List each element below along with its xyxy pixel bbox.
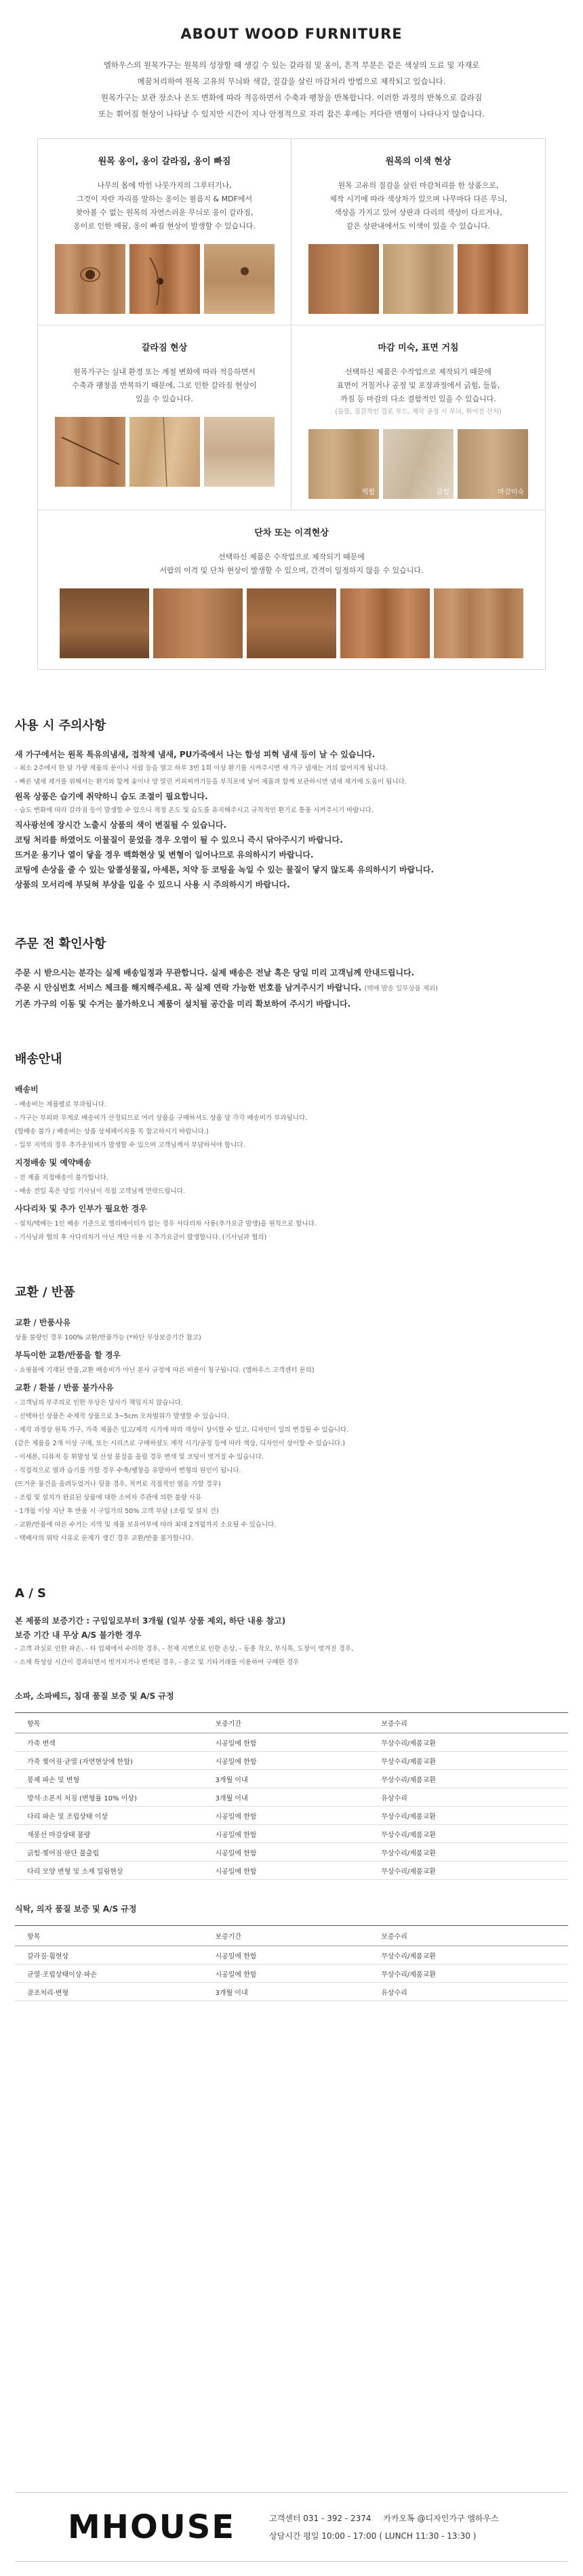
as-line: - 소재 특성상 시간이 경과되면서 벗겨지거나 변색된 경우, - 중고 및 기타거래를 이용하여 구매한 경우: [15, 1659, 300, 1666]
delivery-subhead: 사다리차 및 추가 인부가 필요한 경우: [15, 1204, 147, 1213]
card-title: 갈라짐 현상: [141, 343, 188, 353]
as-line: 보증 기간 내 무상 A/S 불가한 경우: [15, 1630, 142, 1640]
footer: [0, 2495, 583, 2560]
grid-row: [38, 510, 545, 669]
footer-info: [269, 2510, 499, 2545]
exchange-line: - 교환/반품에 따른 수거는 지역 및 제품 보유여부에 따라 최대 2개월까지 소요될 수 있습니다.: [15, 1521, 277, 1529]
table-cell: 골조처리·변형: [15, 1983, 203, 2001]
step-gap-image: [340, 588, 430, 658]
card-text: 서랍의 이격 및 단차 현상이 발생할 수 있으며, 간격이 일정하지 않을 수 있습니다.: [159, 566, 424, 575]
caution-line: 코팅 처리를 하였어도 이물질이 묻었을 경우 오염이 될 수 있으니 즉시 닦아주시기 바랍니다.: [15, 835, 343, 845]
image-label: 찍힘: [361, 489, 375, 496]
grid-row: [38, 325, 545, 510]
exchange-subhead: 부득이한 교환/반품을 할 경우: [15, 1350, 121, 1360]
intro-line: 메꿈처리하여 원목 고유의 무늬와 색감, 질감을 살린 마감처리 방법으로 제작되고 있습니다.: [137, 77, 446, 86]
order-line: 기존 가구의 이동 및 수거는 불가하오니 제품이 설치될 공간을 미리 확보하여 주시기 바랍니다.: [15, 999, 351, 1009]
consult-hours: 상담시간 평일 10:00 - 17:00 ( LUNCH 11:30 - 13:30 ): [269, 2531, 477, 2541]
table-cell: 다리 모양 변형 및 소재 일림현상: [15, 1861, 203, 1880]
caution-title: 사용 시 주의사항: [15, 719, 106, 733]
about-title: ABOUT WOOD FURNITURE: [180, 26, 403, 42]
dining-warranty-table: [15, 1925, 568, 2001]
order-check-section: [0, 934, 583, 1011]
table-cell: 봉제 파손 및 변형: [15, 1770, 203, 1788]
table-row: [15, 1946, 568, 1965]
wood-characteristics-grid: [37, 138, 546, 670]
grid-row: [38, 139, 545, 325]
order-line-note: (택배 발송 일부상품 제외): [364, 985, 438, 992]
card-text: 제작 시기에 따라 색상차가 있으며 나무마다 다른 무늬,: [329, 195, 507, 203]
as-line: 본 제품의 보증기간 : 구입일로부터 3개월 (일부 상품 제외, 하단 내용 참고): [15, 1616, 286, 1626]
intro-line: 원목가구는 보관 장소나 온도 변화에 따라 적응하면서 수축과 팽창을 반복합니다. 이러한 과정의 반복으로 갈라짐: [100, 93, 483, 102]
delivery-line: - 기사님과 협의 후 사다리차가 아닌 계단 이용 시 추가요금이 발생합니다. (기사님과 협의): [15, 1234, 267, 1241]
table-cell: 가죽 찢어짐·균열 (자연현상에 한함): [15, 1752, 203, 1770]
about-section: [0, 0, 583, 670]
card-text: 표면이 거칠거나 공정 및 포장과정에서 긁힘, 들뜸,: [336, 381, 500, 390]
table-cell: 시공일에 한함: [203, 1843, 369, 1861]
column-header: 보증기간: [203, 1926, 369, 1946]
table-cell: 3개월 이내: [203, 1770, 369, 1788]
exchange-line: - 제작 과정상 원목 가구, 가죽 제품은 입고/제작 시기에 따라 색상이 상이할 수 있고, 디자인이 일의 변경될 수 있습니다.: [15, 1426, 349, 1434]
exchange-line: - 택배사의 위탁 사유로 문제가 생긴 경우 교환/반품 불가합니다.: [15, 1535, 194, 1542]
customer-center-phone: 고객센터 031 - 392 - 2374: [269, 2514, 371, 2523]
table-cell: 가죽 변색: [15, 1733, 203, 1752]
table-row: [15, 1965, 568, 1983]
table-cell: 시공일에 한함: [203, 1733, 369, 1752]
delivery-line: - 일부 지역의 경우 추가운임비가 발생할 수 있으며 고객님께서 부담하셔야 합니다.: [15, 1142, 245, 1149]
table-cell: 방석·소폰지 처짐 (변형률 10% 이상): [15, 1788, 203, 1807]
caution-line: 새 가구에서는 원목 특유의냄새, 접착제 냄새, PU가죽에서 나는 합성 피혁 냄새 등이 날 수 있습니다.: [15, 750, 376, 759]
table-row: [15, 1861, 568, 1880]
delivery-line: - 배송 전일 혹은 당일 기사님이 직접 고객님께 연락드립니다.: [15, 1188, 185, 1195]
delivery-line: - 전 제품 지정배송이 불가합니다.: [15, 1174, 108, 1182]
exchange-title: 교환 / 반품: [15, 1285, 75, 1300]
brand-logo: MHOUSE: [68, 2508, 236, 2546]
delivery-line: - 가구는 부피와 무게로 배송비가 산정되므로 여러 상품을 구매하셔도 상품 당 각각 배송비가 부과됩니다.: [15, 1114, 308, 1122]
crack-image: [55, 417, 125, 487]
wood-knot-image: [129, 244, 200, 314]
caution-section: [0, 716, 583, 892]
table-row: [15, 1770, 568, 1788]
scratch-image: [383, 429, 454, 499]
table-cell: 무상수리/제품교환: [369, 1861, 568, 1880]
delivery-section: [0, 1049, 583, 1245]
caution-line: 직사광선에 장시간 노출시 상품의 색이 변질될 수 있습니다.: [15, 820, 227, 830]
sofa-warranty-table: [15, 1712, 568, 1880]
crack-card: [38, 325, 292, 510]
table-header-row: [15, 1713, 568, 1733]
crack-image: [204, 417, 275, 487]
table-cell: 무상수리/제품교환: [369, 1733, 568, 1752]
step-gap-image: [60, 588, 149, 658]
table-cell: 시공일에 한함: [203, 1946, 369, 1965]
exchange-line: (뜨거운 물건을 올려두었거나 뒷물 경우, 적커로 직접적인 열을 가할 경우): [15, 1481, 221, 1488]
table-cell: 시공일에 한함: [203, 1861, 369, 1880]
card-text: 있을 수 있습니다.: [136, 395, 193, 403]
order-line: [15, 980, 568, 997]
table-cell: 긁힘·찢어짐·판단 불출립: [15, 1843, 203, 1861]
exchange-line: - 쇼핑몰에 기재된 반품,교환 배송비가 아닌 본사 규정에 따른 비용이 청구됩니다. (엠하우스 고객센터 문의): [15, 1367, 315, 1374]
delivery-subhead: 배송비: [15, 1085, 39, 1094]
table-row: [15, 1733, 568, 1752]
card-text: 까짐 등 마감의 다소 결함적인 있을 수 있습니다.: [340, 395, 496, 403]
card-images: [47, 244, 281, 314]
color-variation-image: [308, 244, 379, 314]
order-line: 주문 시 받으시는 분각는 실제 배송일정과 무관합니다. 실제 배송은 전날 혹은 당일 미리 고객님께 안내드립니다.: [15, 968, 415, 978]
card-images: [47, 588, 536, 658]
color-variation-image: [458, 244, 528, 314]
knot-card: [38, 139, 292, 325]
card-text: 선택하신 제품은 수작업으로 제작되기 때문에: [218, 552, 365, 561]
delivery-line: - 배송비는 제품별로 부과됩니다.: [15, 1101, 106, 1108]
footer-divider-bottom: [15, 2561, 568, 2562]
table-cell: 3개월 이내: [203, 1788, 369, 1807]
delivery-line: - 설치/택배는 1인 배송 기준으로 엘리베이터가 없는 경우 사다리차 사용(추가요금 발생)을 원칙으로 합니다.: [15, 1220, 317, 1228]
table-cell: 시공일에 한함: [203, 1965, 369, 1983]
table-cell: 시공일에 한함: [203, 1825, 369, 1843]
card-title: 마감 미숙, 표면 거침: [378, 343, 459, 353]
table-body: [15, 1946, 568, 2001]
table-cell: 무상수리/제품교환: [369, 1752, 568, 1770]
column-header: 항목: [15, 1926, 203, 1946]
exchange-section: [0, 1283, 583, 1546]
exchange-subhead: 교환 / 반품사유: [15, 1318, 71, 1327]
column-header: 보증수리: [369, 1713, 568, 1733]
exchange-line: - 이세론, 디퓨저 등 휘발성 및 산성 물질을 올릴 경우 변색 및 코팅이 벗겨질 수 있습니다.: [15, 1453, 264, 1461]
exchange-line: - 1개월 이상 지난 후 반품 시 구입가의 50% 고객 부담 (조립 및 설치 건): [15, 1508, 219, 1515]
image-label: 긁힘: [436, 489, 449, 496]
table-cell: 갈라짐·휨현상: [15, 1946, 203, 1965]
step-gap-image: [434, 588, 523, 658]
table-row: [15, 1788, 568, 1807]
column-header: 보증수리: [369, 1926, 568, 1946]
table-row: [15, 1843, 568, 1861]
card-images: [301, 429, 536, 499]
card-text: 색상을 가지고 있어 상판과 다리의 색상이 다르거나,: [334, 208, 502, 217]
table-cell: 유상수리: [369, 1983, 568, 2001]
table-row: [15, 1825, 568, 1843]
table-cell: 균열·조립상태이상·파손: [15, 1965, 203, 1983]
as-line: - 고객 과실로 인한 파손, - 타 업체에서 수리한 경우, - 천재 지변으로 인한 손상, - 동종 착오, 부식목, 도장이 벗겨진 경우,: [15, 1645, 354, 1653]
step-gap-image: [153, 588, 243, 658]
exchange-line: - 조립 및 설치가 완료된 상품에 대한 소비자 주관에 의한 불량 사유: [15, 1494, 202, 1502]
card-text: 원목가구는 실내 환경 또는 계절 변화에 따라 적응하면서: [73, 367, 256, 376]
intro-line: 또는 휘어짐 현상이 나타날 수 있지만 시간이 지나 안정적으로 자리 잡은 후에는 커다란 변형이 나타나지 않습니다.: [98, 109, 485, 119]
delivery-line: (합배송 불가 / 배송비는 상품 상세페이지를 꼭 참고하시기 바랍니다.): [15, 1128, 209, 1135]
card-title: 원목 옹이, 옹이 갈라짐, 옹이 빠짐: [98, 157, 231, 167]
card-title: 원목의 이색 현상: [385, 157, 451, 167]
crack-image: [129, 417, 200, 487]
card-text: 원목 고유의 질감을 살린 마감처리를 한 상품으로,: [338, 181, 499, 190]
image-label: 마감미숙: [498, 489, 524, 496]
table-cell: 다리 파손 및 조립상태 이상: [15, 1807, 203, 1825]
color-variation-image: [383, 244, 454, 314]
exchange-line: - 고객님의 부주의로 인한 부상은 당사가 책임지지 않습니다.: [15, 1399, 183, 1407]
card-text: 같은 상판내에서도 이색이 있을 수 있습니다.: [346, 222, 491, 230]
footer-divider-top: [15, 2492, 568, 2493]
finish-card: [292, 325, 545, 510]
caution-line: 상품의 모서리에 부딪혀 부상을 입을 수 있으니 사용 시 주의하시기 바랍니다.: [15, 880, 290, 889]
exchange-line: - 직접적으로 열과 습기를 가할 경우 수축/팽창을 유발하여 변형의 원인이 됩니다.: [15, 1467, 241, 1474]
table-cell: 무상수리/제품교환: [369, 1825, 568, 1843]
card-text: 그것이 자란 자리를 말하는 옹이는 필름지 & MDF에서: [76, 195, 253, 203]
table-cell: 무상수리/제품교환: [369, 1807, 568, 1825]
wood-knot-image: [204, 244, 275, 314]
caution-note: - 습도 변화에 따라 갈라짐 등이 발생할 수 있으니 적정 온도 및 습도를 유지해주시고 규칙적인 환기로 통풍 시켜주시기 바랍니다.: [15, 807, 374, 814]
step-gap-card: [38, 510, 545, 669]
card-text: 나무의 몸에 박힌 나뭇가지의 그루터기나,: [97, 181, 232, 190]
delivery-title: 배송안내: [15, 1052, 62, 1066]
color-variation-card: [292, 139, 545, 325]
warranty-table-title: 소파, 소파베드, 침대 품질 보증 및 A/S 규정: [15, 1691, 174, 1701]
column-header: 항목: [15, 1713, 203, 1733]
card-note: (들뜸, 질감적인 결로 부드, 제작 공정 시 무늬, 휘어진 산처): [335, 408, 502, 416]
table-row: [15, 1752, 568, 1770]
table-cell: 무상수리/제품교환: [369, 1946, 568, 1965]
as-title: A / S: [15, 1586, 47, 1601]
kakao-id: 카카오톡 @디자인가구 엠하우스: [383, 2514, 499, 2523]
delivery-subhead: 지정배송 및 예약배송: [15, 1158, 92, 1167]
as-section: [0, 1586, 583, 2001]
caution-line: 코팅에 손상을 줄 수 있는 알콜성물질, 아세톤, 치약 등 코팅을 녹일 수 있는 물질이 닿지 않도록 유의하시기 바랍니다.: [15, 865, 434, 874]
card-text: 수축과 팽창을 반복하기 때문에, 그로 인한 갈라짐 현상이: [72, 381, 257, 390]
table-body: [15, 1733, 568, 1880]
card-images: [47, 417, 281, 487]
footer-contact-row: [269, 2510, 499, 2527]
wood-knot-image: [55, 244, 125, 314]
card-text: 옹이로 인한 메꿈, 옹이 빠짐 현상이 발생할 수 있습니다.: [73, 222, 256, 230]
finish-defect-image: [458, 429, 528, 499]
column-header: 보증기간: [203, 1713, 369, 1733]
table-header-row: [15, 1926, 568, 1946]
dent-image: [308, 429, 379, 499]
step-gap-image: [247, 588, 336, 658]
caution-note: - 빠른 냄새 제거를 위해서는 환기와 함께 숯이나 양 말린 커피찌꺼기등을 부직포에 넣어 제품과 함께 보관하시면 냄새 제거에 도움이 됩니다.: [15, 778, 407, 786]
table-cell: 3개월 이내: [203, 1983, 369, 2001]
order-line-text: 주문 시 안심번호 서비스 체크를 해지해주세요. 꼭 실제 연락 가능한 번호를 남겨주시기 바랍니다.: [15, 983, 362, 992]
table-cell: 무상수리/제품교환: [369, 1843, 568, 1861]
about-intro: [0, 57, 583, 122]
card-text: 선택하신 제품은 수작업으로 제작되기 때문에: [345, 367, 491, 376]
table-cell: 시공일에 한함: [203, 1752, 369, 1770]
intro-line: 엠하우스의 원목가구는 원목의 성장할 때 생길 수 있는 갈라짐 및 옹이, 흔적 부분은 같은 색상의 도료 및 자재로: [103, 60, 480, 70]
order-title: 주문 전 확인사항: [15, 937, 106, 951]
table-cell: 시공일에 한함: [203, 1807, 369, 1825]
caution-line: 원목 상품은 습기에 취약하니 습도 조절이 필요합니다.: [15, 792, 208, 801]
table-row: [15, 1807, 568, 1825]
card-text: 찾아볼 수 없는 원목의 자연스러운 무늬로 옹이 갈라짐,: [75, 208, 254, 217]
caution-line: 뜨거운 용기나 열이 닿을 경우 백화현상 및 변형이 일어나므로 유의하시기 바랍니다.: [15, 850, 314, 860]
exchange-subhead: 교환 / 환불 / 반품 불가사유: [15, 1383, 114, 1392]
table-cell: 재봉선 마감상태 불량: [15, 1825, 203, 1843]
table-cell: 유상수리: [369, 1788, 568, 1807]
table-row: [15, 1983, 568, 2001]
exchange-line: (같은 제품을 2개 이상 구매, 또는 시리즈로 구매하셨도 제작 시기/공정 등에 따라 색상, 디자인이 상이할 수 있습니다.): [15, 1440, 345, 1447]
table-cell: 무상수리/제품교환: [369, 1770, 568, 1788]
card-title: 단차 또는 이격현상: [254, 528, 329, 538]
warranty-table-title: 식탁, 의자 품질 보증 및 A/S 규정: [15, 1904, 137, 1914]
card-images: [301, 244, 536, 314]
table-cell: 무상수리/제품교환: [369, 1965, 568, 1983]
exchange-line: - 선택하신 상품은 수제작 상품으로 3~5cm 오차범위가 발생할 수 있습니다.: [15, 1413, 229, 1420]
exchange-line: 상품 불량인 경우 100% 교환/반품가능 (*하단 무상보증기간 참고): [15, 1334, 201, 1342]
caution-note: - 최소 2주에서 한 달 가량 제품의 문이나 서랍 등을 열고 하루 3번 1회 이상 환기를 시켜주시면 새 가구 냄새는 거의 없어지게 됩니다.: [15, 765, 388, 772]
